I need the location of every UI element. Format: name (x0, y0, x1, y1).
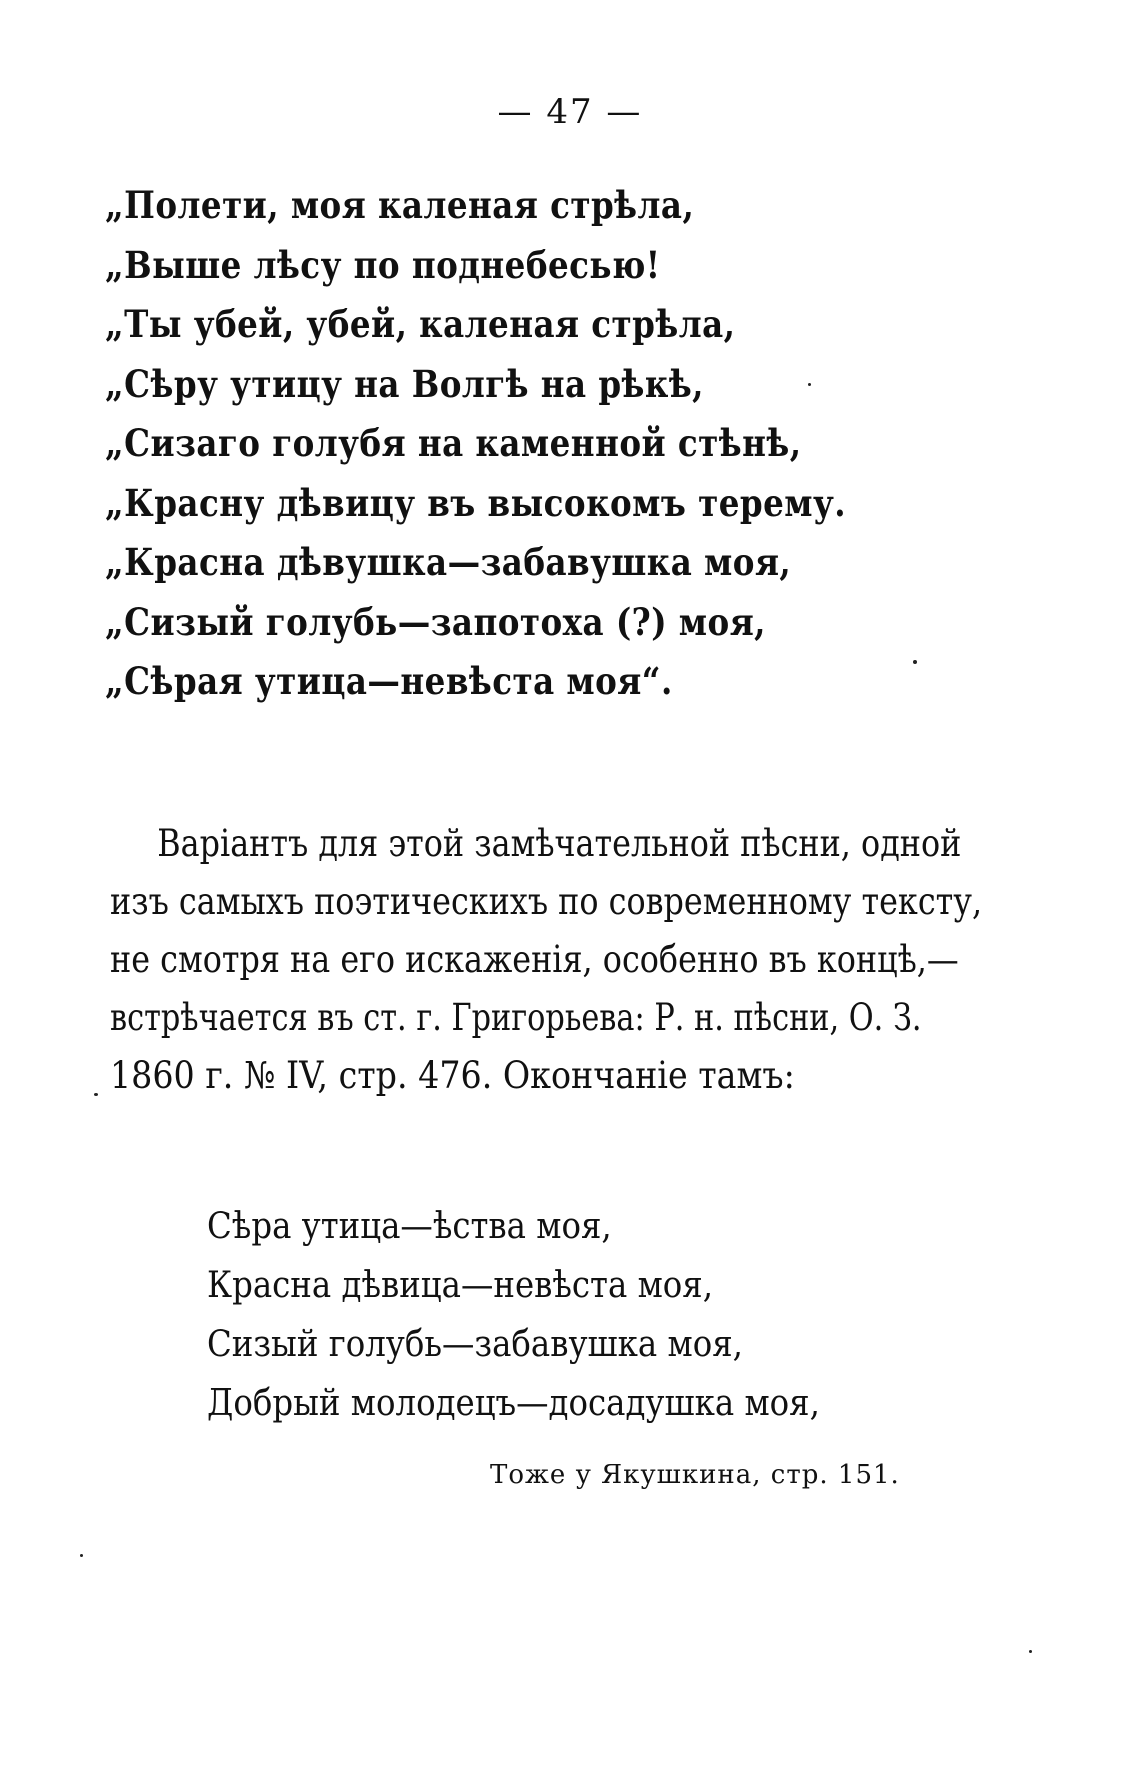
verse-line: „Ты убей, убей, каленая стрѣла, (105, 302, 736, 346)
verse-line: „Красна дѣвушка—забавушка моя, (105, 540, 792, 584)
ending-verse-block (207, 1197, 888, 1433)
source-note: Тоже у Якушкина, стр. 151. (490, 1460, 900, 1490)
prose-line: не смотря на его искаженія, особенно въ концѣ,— (110, 938, 959, 981)
ending-line: Добрый молодецъ—досадушка моя, (207, 1383, 820, 1424)
scan-speck (913, 660, 917, 664)
verse-line: „Сѣру утицу на Волгѣ на рѣкѣ, (105, 361, 704, 406)
verse-line: „Сизаго голубя на каменной стѣнѣ, (105, 421, 802, 465)
scan-speck (1029, 1650, 1032, 1653)
ending-line: Красна дѣвица—невѣста моя, (207, 1265, 714, 1306)
verse-line: „Красну дѣвицу въ высокомъ терему. (105, 480, 847, 525)
verse-line: „Полети, моя каленая стрѣла, (105, 183, 695, 227)
prose-line: 1860 г. № IV, стр. 476. Окончаніе тамъ: (110, 1054, 795, 1097)
ending-line: Сизый голубь—забавушка моя, (207, 1324, 743, 1365)
scan-speck (80, 1554, 83, 1557)
prose-paragraph (110, 815, 1110, 1105)
verse-line: „Выше лѣсу по поднебесью! (105, 242, 661, 287)
verse-line: „Сѣрая утица—невѣста моя“. (105, 659, 673, 703)
page-number: — 47 — (497, 92, 643, 132)
verse-block (105, 176, 947, 712)
prose-line: встрѣчается въ ст. г. Григорьева: Р. н. пѣсни, О. З. (110, 996, 922, 1039)
prose-line: Варіантъ для этой замѣчательной пѣсни, одной (157, 822, 962, 865)
prose-line: изъ самыхъ поэтическихъ по современному тексту, (110, 880, 983, 923)
scan-speck (94, 1093, 98, 1096)
ending-line: Сѣра утица—ѣства моя, (207, 1206, 612, 1247)
verse-line: „Сизый голубь—запотоха (?) моя, (105, 599, 766, 644)
scan-speck (808, 383, 811, 386)
